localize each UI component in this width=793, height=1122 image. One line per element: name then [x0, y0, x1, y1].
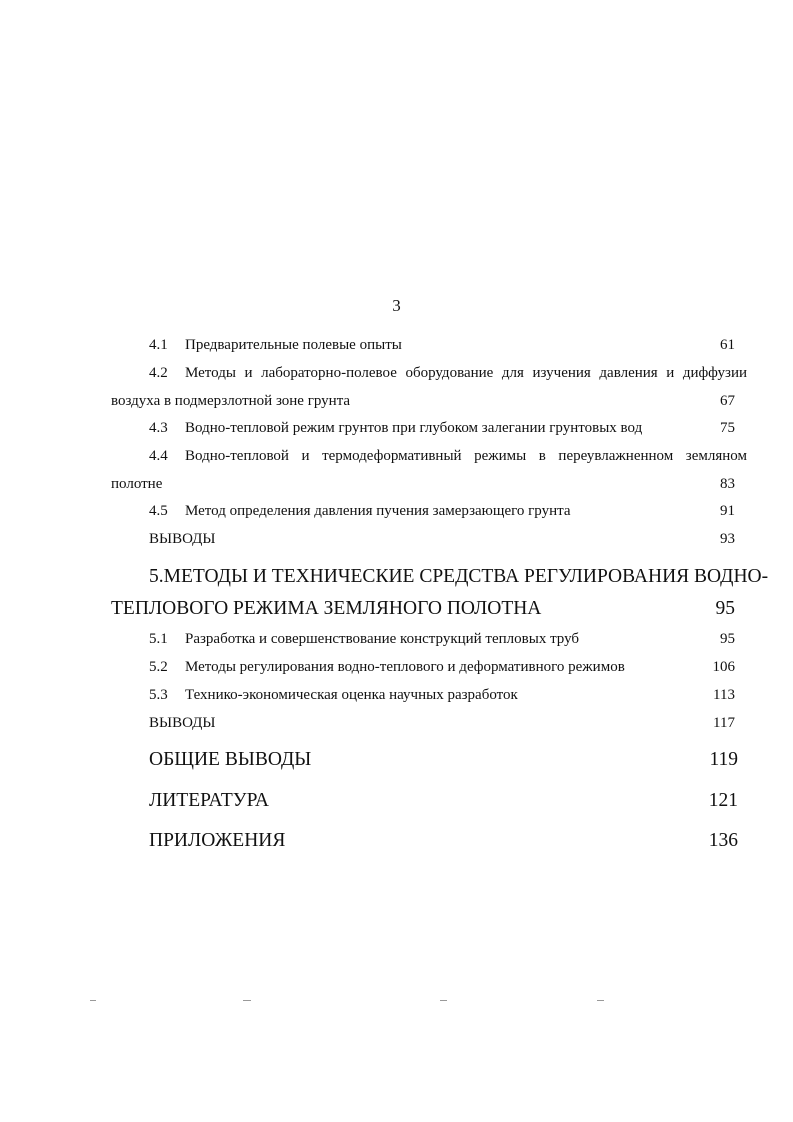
toc-entry-title: ПРИЛОЖЕНИЯ — [149, 830, 286, 851]
toc-entry-number: 5.3 — [149, 687, 168, 703]
toc-entry-title: ВЫВОДЫ — [149, 531, 216, 547]
toc-entry-page: 119 — [709, 749, 738, 770]
toc-entry-number: 4.2 — [149, 365, 168, 381]
toc-entry-title: ЛИТЕРАТУРА — [149, 790, 269, 811]
toc-entry-page: 83 — [720, 476, 735, 492]
toc-entry-number: 4.3 — [149, 420, 168, 436]
toc-entry-page: 117 — [713, 715, 735, 731]
toc-entry-title: Предварительные полевые опыты — [185, 337, 402, 353]
toc-entry-title: Разработка и совершенствование конструкций тепловых труб — [185, 631, 580, 647]
toc-entry-title: Водно-тепловой режим грунтов при глубоком залегании грунтовых вод — [185, 420, 643, 436]
toc-entry-title: ВЫВОДЫ — [149, 715, 216, 731]
toc-entry-page: 61 — [720, 337, 735, 353]
page-number: 3 — [392, 296, 401, 315]
scan-mark — [597, 1000, 604, 1001]
toc-entry-title: Технико-экономическая оценка научных разработок — [185, 687, 518, 703]
toc-entry-page: 95 — [720, 631, 735, 647]
toc-entry-title-line2: полотне — [111, 476, 163, 492]
toc-entry-page: 93 — [720, 531, 735, 547]
toc-entry-page: 75 — [720, 420, 735, 436]
toc-entry-title-line1: Методы и лабораторно-полевое оборудование для изучения давления и диффузии — [185, 365, 747, 381]
scan-mark — [440, 1000, 447, 1001]
toc-entry-number: 4.5 — [149, 503, 168, 519]
toc-entry-title-line2: воздуха в подмерзлотной зоне грунта — [111, 393, 351, 409]
toc-entry-title: Метод определения давления пучения замерзающего грунта — [185, 503, 571, 519]
toc-entry-page: 113 — [713, 687, 735, 703]
toc-entry-number: 4.1 — [149, 337, 168, 353]
scan-mark — [243, 1000, 251, 1001]
toc-entry-page: 106 — [712, 659, 735, 675]
toc-entry-page: 136 — [708, 830, 738, 851]
toc-entry-page: 95 — [715, 598, 735, 619]
toc-entry-title: Методы регулирования водно-теплового и деформативного режимов — [185, 659, 625, 675]
toc-chapter-title-line1: 5.МЕТОДЫ И ТЕХНИЧЕСКИЕ СРЕДСТВА РЕГУЛИРОВАНИЯ ВОДНО- — [149, 566, 769, 587]
toc-entry-number: 5.2 — [149, 659, 168, 675]
toc-entry-number: 4.4 — [149, 448, 168, 464]
toc-entry-title: ОБЩИЕ ВЫВОДЫ — [149, 749, 312, 770]
toc-entry-page: 91 — [720, 503, 735, 519]
toc-entry-number: 5.1 — [149, 631, 168, 647]
toc-chapter-title-line2: ТЕПЛОВОГО РЕЖИМА ЗЕМЛЯНОГО ПОЛОТНА — [111, 598, 542, 619]
scan-mark — [90, 1000, 96, 1001]
toc-entry-page: 121 — [708, 790, 738, 811]
toc-entry-title-line1: Водно-тепловой и термодеформативный режимы в переувлажненном земляном — [185, 448, 747, 464]
toc-entry-page: 67 — [720, 393, 735, 409]
